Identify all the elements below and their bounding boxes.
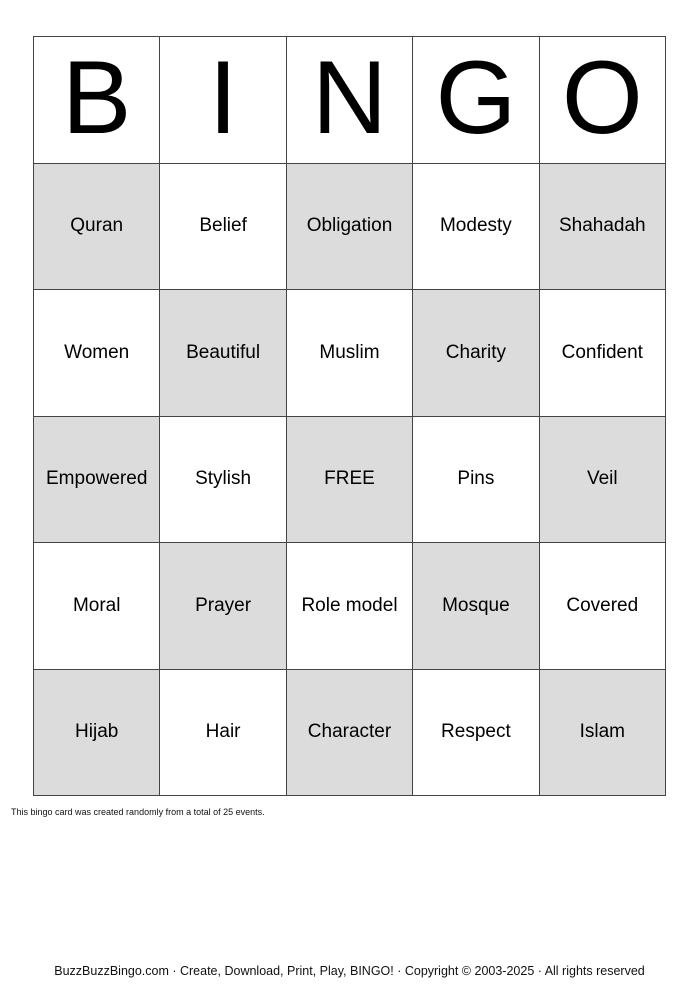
bingo-cell: Mosque bbox=[413, 543, 539, 670]
bingo-cell: Obligation bbox=[287, 164, 413, 291]
card-note: This bingo card was created randomly from a total of 25 events. bbox=[11, 807, 265, 817]
free-space-cell: FREE bbox=[287, 417, 413, 544]
bingo-cell: Veil bbox=[540, 417, 666, 544]
bingo-cell: Women bbox=[34, 290, 160, 417]
bingo-cell: Charity bbox=[413, 290, 539, 417]
bingo-cell: Belief bbox=[160, 164, 286, 291]
header-letter-i: I bbox=[160, 37, 286, 164]
bingo-cell: Islam bbox=[540, 670, 666, 797]
bingo-cell: Prayer bbox=[160, 543, 286, 670]
bingo-cell: Role model bbox=[287, 543, 413, 670]
header-letter-g: G bbox=[413, 37, 539, 164]
bingo-cell: Stylish bbox=[160, 417, 286, 544]
bingo-cell: Hijab bbox=[34, 670, 160, 797]
bingo-cell: Covered bbox=[540, 543, 666, 670]
bingo-cell: Empowered bbox=[34, 417, 160, 544]
bingo-cell: Shahadah bbox=[540, 164, 666, 291]
header-letter-n: N bbox=[287, 37, 413, 164]
bingo-cell: Quran bbox=[34, 164, 160, 291]
bingo-cell: Muslim bbox=[287, 290, 413, 417]
bingo-cell: Pins bbox=[413, 417, 539, 544]
bingo-cell: Respect bbox=[413, 670, 539, 797]
bingo-cell: Confident bbox=[540, 290, 666, 417]
bingo-card bbox=[33, 36, 666, 796]
bingo-cell: Modesty bbox=[413, 164, 539, 291]
page-footer: BuzzBuzzBingo.com · Create, Download, Print, Play, BINGO! · Copyright © 2003-2025 · All rights reserved bbox=[54, 964, 645, 978]
bingo-cell: Beautiful bbox=[160, 290, 286, 417]
bingo-cell: Moral bbox=[34, 543, 160, 670]
header-letter-o: O bbox=[540, 37, 666, 164]
bingo-cell: Hair bbox=[160, 670, 286, 797]
bingo-cell: Character bbox=[287, 670, 413, 797]
header-letter-b: B bbox=[34, 37, 160, 164]
